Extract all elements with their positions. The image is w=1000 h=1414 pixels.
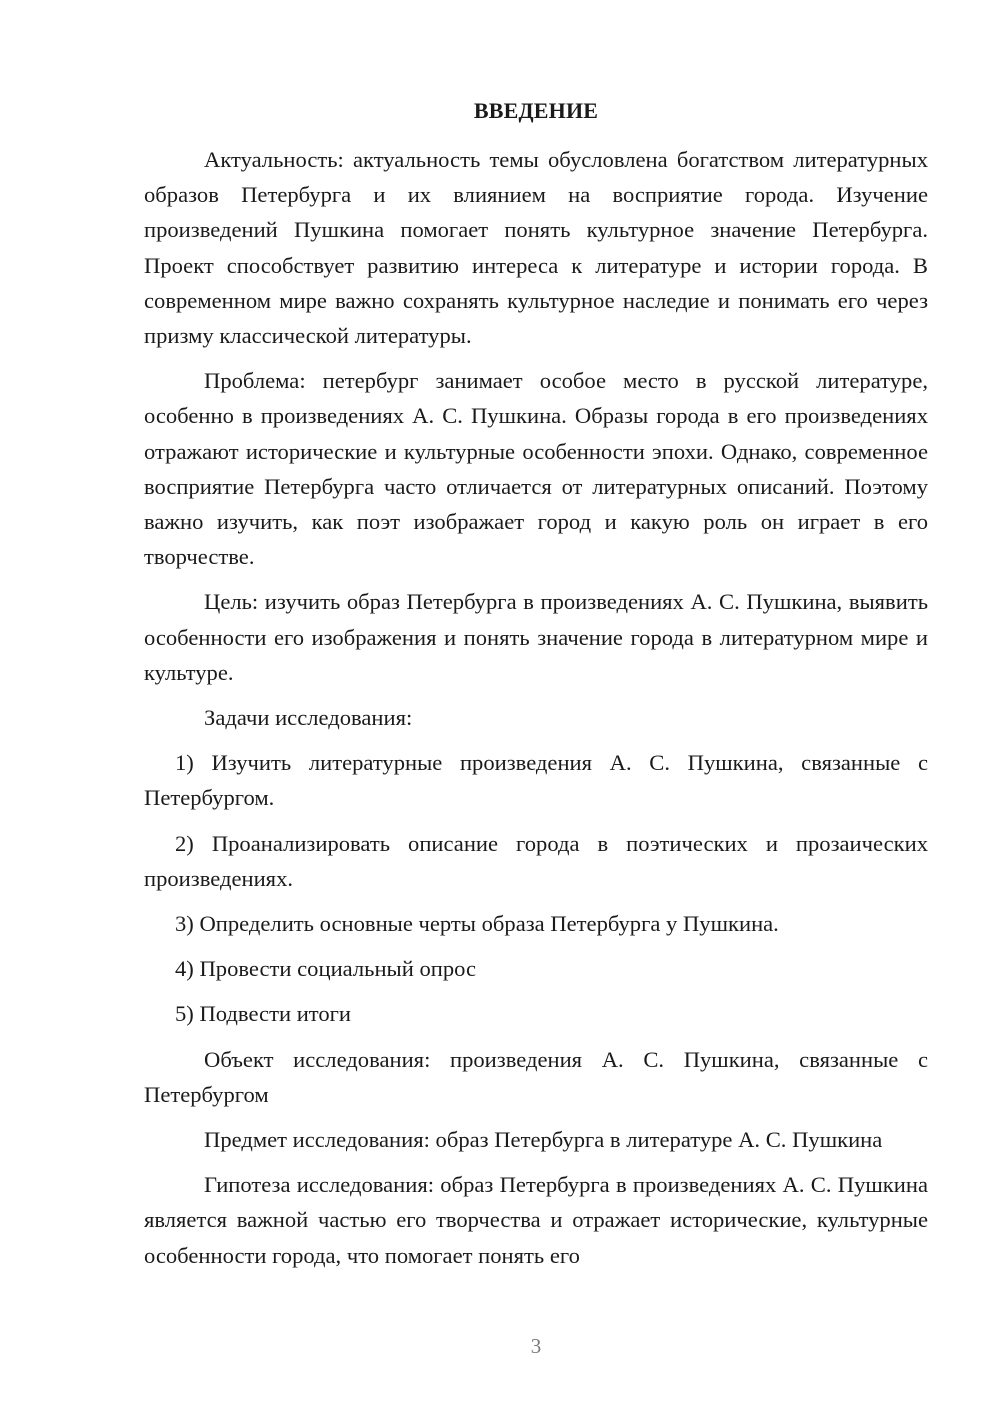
section-heading: ВВЕДЕНИЕ [473,98,599,123]
task-item: 5) Подвести итоги [175,1001,352,1027]
task-item: 3) Определить основные черты образа Петербурга у Пушкина. [175,911,779,937]
task-item: 4) Провести социальный опрос [175,956,477,982]
document-body [144,142,928,1283]
page-number: 3 [530,1334,542,1358]
document-page [144,0,928,1414]
tasks-title: Задачи исследования: [204,705,413,731]
paragraph-goal: Цель: изучить образ Петербурга в произведениях А. С. Пушкина, выявить особенности его изображения и понять значение города в литературном мире и культуре. [144,589,928,685]
paragraph-problem: Проблема: петербург занимает особое место в русской литературе, особенно в произведениях А. С. Пушкина. Образы города в его произведениях отражают исторические и культурные особенности эпохи. Однако, современное восприятие Петербурга часто отличается от литературных описаний. Поэтому важно изучить, как поэт изображает город и какую роль он играет в его творчестве. [144,368,928,570]
task-item: 2) Проанализировать описание города в поэтических и прозаических произведениях. [144,830,928,891]
paragraph-subject: Предмет исследования: образ Петербурга в литературе А. С. Пушкина [204,1127,883,1153]
task-item: 1) Изучить литературные произведения А. С. Пушкина, связанные с Петербургом. [144,750,928,811]
paragraph-object: Объект исследования: произведения А. С. Пушкина, связанные с Петербургом [144,1046,928,1107]
paragraph-relevance: Актуальность: актуальность темы обусловлена богатством литературных образов Петербурга и их влиянием на восприятие города. Изучение произведений Пушкина помогает понять культурное значение Петербурга. Проект способствует развитию интереса к литературе и истории города. В современном мире важно сохранять культурное наследие и понимать его через призму классической литературы. [144,147,928,349]
paragraph-hypothesis: Гипотеза исследования: образ Петербурга в произведениях А. С. Пушкина является важной частью его творчества и отражает исторические, культурные особенности города, что помогает понять его [144,1172,928,1268]
